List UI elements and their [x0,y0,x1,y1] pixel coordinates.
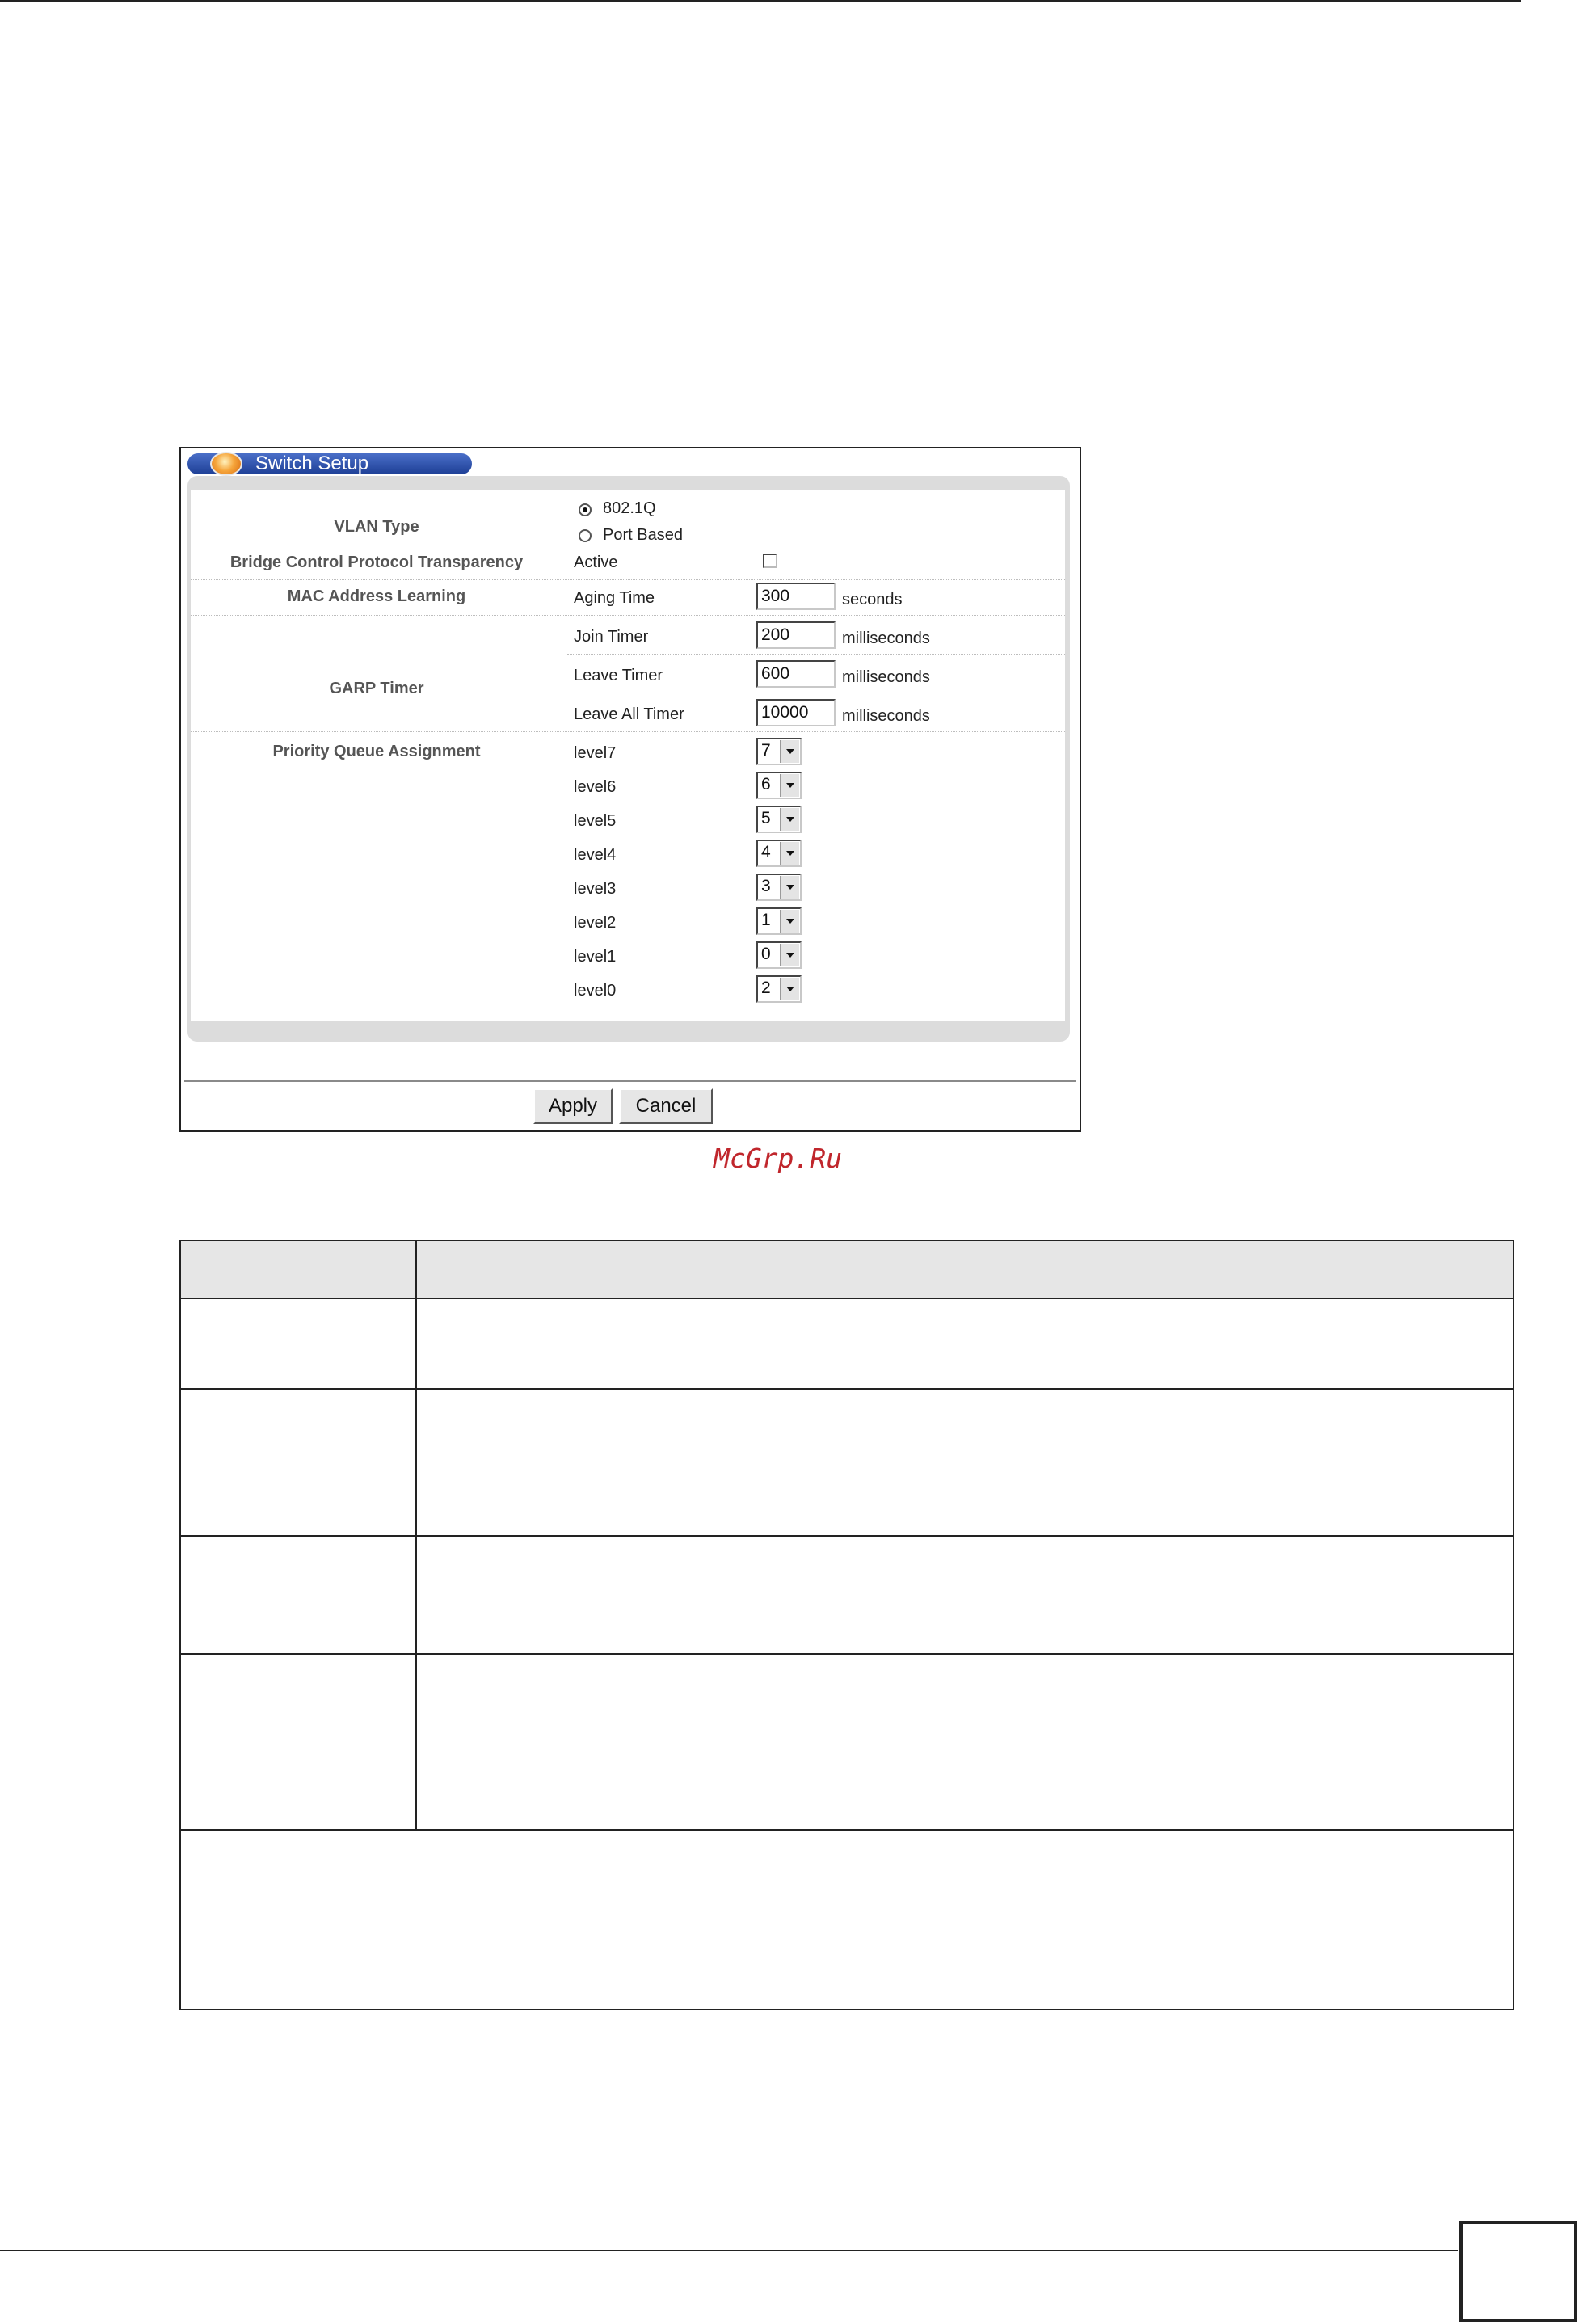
level3-select[interactable] [756,874,802,901]
row-divider [567,654,1065,655]
level2-select[interactable] [756,907,802,935]
level1-select[interactable] [756,941,802,969]
level2-value: 1 [761,911,771,929]
level7-select[interactable] [756,738,802,765]
level3-value: 3 [761,877,771,895]
level0-label: level0 [574,982,617,1000]
level6-value: 6 [761,775,771,794]
header-rule [0,0,1521,2]
leave-all-timer-unit: milliseconds [842,707,930,725]
page-number-box [1459,2221,1577,2322]
row-divider [191,731,1065,732]
level4-value: 4 [761,843,771,861]
footer-rule [0,2250,1458,2251]
level6-label: level6 [574,778,617,796]
dropdown-arrow-icon [780,978,799,1000]
settings-frame [187,476,1070,1042]
level1-label: level1 [574,948,617,966]
vlan-port-based-label: Port Based [603,526,683,544]
settings-body [191,490,1065,1021]
watermark: McGrp.Ru [714,1143,842,1174]
join-timer-label: Join Timer [574,628,649,646]
vlan-802-1q-label: 802.1Q [603,499,656,517]
level5-select[interactable] [756,806,802,833]
level7-value: 7 [761,741,771,760]
dropdown-arrow-icon [780,876,799,899]
level2-label: level2 [574,914,617,932]
leave-timer-input[interactable] [756,660,836,688]
priority-queue-label: Priority Queue Assignment [272,743,481,760]
leave-all-timer-label: Leave All Timer [574,705,684,723]
panel-title: Switch Setup [255,453,369,474]
bridge-active-checkbox[interactable] [763,554,777,568]
row-divider [191,615,1065,616]
table-header-row [181,1241,1513,1299]
leave-all-timer-input[interactable] [756,699,836,726]
cancel-button[interactable]: Cancel [619,1088,713,1124]
leave-timer-unit: milliseconds [842,668,930,686]
level0-select[interactable] [756,975,802,1003]
vlan-802-1q-radio[interactable] [579,503,592,516]
apply-button[interactable]: Apply [533,1088,613,1124]
mac-learning-label: MAC Address Learning [287,587,466,605]
level6-select[interactable] [756,772,802,799]
dropdown-arrow-icon [780,740,799,763]
aging-time-input[interactable] [756,583,836,610]
table-row-divider [181,1388,1513,1390]
level1-value: 0 [761,945,771,963]
table-row-divider [181,1653,1513,1655]
level0-value: 2 [761,979,771,997]
dropdown-arrow-icon [780,944,799,966]
dropdown-arrow-icon [780,842,799,865]
table-row-divider [181,1829,1513,1831]
dropdown-arrow-icon [780,910,799,933]
row-divider [191,579,1065,580]
join-timer-unit: milliseconds [842,629,930,647]
vlan-type-label: VLAN Type [334,518,419,536]
level7-label: level7 [574,744,617,762]
level4-label: level4 [574,846,617,864]
vlan-port-based-radio[interactable] [579,529,592,542]
level5-label: level5 [574,812,617,830]
button-separator [184,1080,1076,1082]
bridge-active-label: Active [574,554,618,571]
level4-select[interactable] [756,840,802,867]
field-description-table [179,1240,1514,2010]
panel-title-bar [187,453,472,474]
aging-time-label: Aging Time [574,589,655,607]
dropdown-arrow-icon [780,808,799,831]
table-row-divider [181,1535,1513,1537]
bridge-control-label: Bridge Control Protocol Transparency [229,554,524,571]
orb-icon [210,452,242,476]
level5-value: 5 [761,809,771,827]
level3-label: level3 [574,880,617,898]
leave-timer-label: Leave Timer [574,667,663,684]
switch-setup-screenshot [179,447,1081,1132]
dropdown-arrow-icon [780,774,799,797]
garp-timer-label: GARP Timer [329,680,424,697]
aging-time-unit: seconds [842,591,903,608]
join-timer-input[interactable] [756,621,836,649]
